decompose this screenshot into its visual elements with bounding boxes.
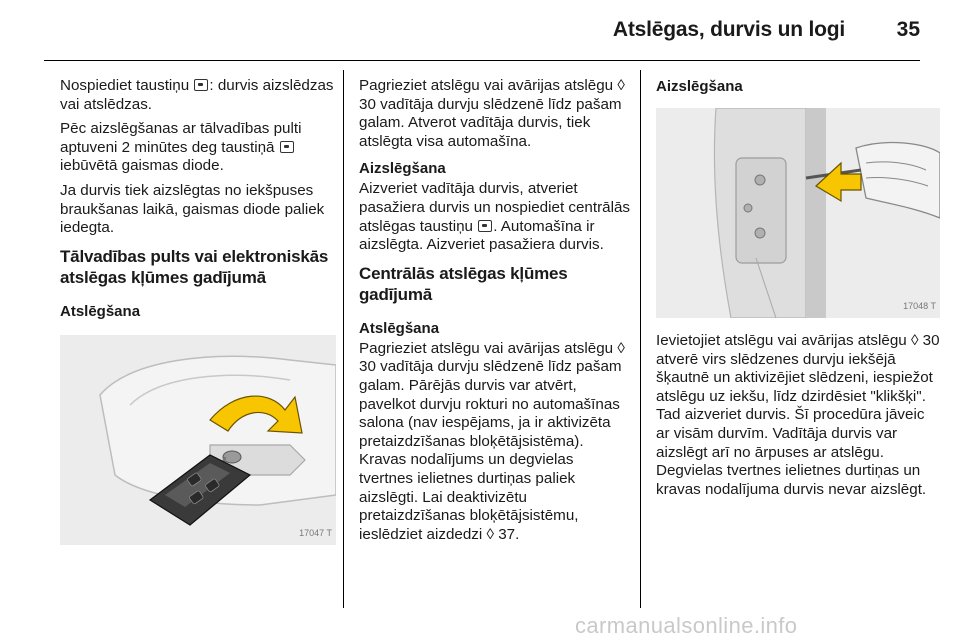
col2-paragraph-2: Aizveriet vadītāja durvis, atveriet pasažiera durvis un nospiediet centrālās atslēgas taustiņu . Automašīna ir aizslēgta. Aizveriet pasažiera durvis. bbox=[359, 180, 631, 254]
lock-key-icon bbox=[280, 141, 294, 153]
remote-key-illustration bbox=[60, 335, 336, 545]
col2-paragraph-1: Pagrieziet atslēgu vai avārijas atslēgu ◊ 30 vadītāja durvju slēdzenē līdz pašam galam. Atverot vadītāja durvis, tiek atslēgta visa automašīna. bbox=[359, 77, 625, 150]
door-lock-illustration bbox=[656, 108, 940, 318]
header-rule bbox=[44, 60, 920, 61]
lock-key-icon bbox=[194, 79, 208, 91]
col1-paragraph-3: Ja durvis tiek aizslēgtas no iekšpuses braukšanas laikā, gaismas diode paliek iedegta. bbox=[60, 181, 325, 237]
column-3 bbox=[656, 77, 940, 505]
figure-remote-key-door-lock bbox=[60, 335, 336, 545]
col2-subheading-locking: Aizslēgšana bbox=[359, 160, 446, 178]
col2-section-heading: Centrālās atslēgas kļūmes gadījumā bbox=[359, 263, 568, 304]
lock-key-icon bbox=[478, 220, 492, 232]
col1-paragraph-2: Pēc aizslēgšanas ar tālvadības pulti aptuveni 2 minūtes deg taustiņā iebūvētā gaismas diode. bbox=[60, 120, 302, 175]
col2-subheading-unlocking: Atslēgšana bbox=[359, 319, 440, 337]
page-number: 35 bbox=[896, 18, 920, 41]
column-1 bbox=[60, 77, 336, 545]
column-divider bbox=[640, 70, 641, 608]
col1-subheading-unlocking: Atslēgšana bbox=[60, 302, 141, 320]
col3-paragraph-1: Ievietojiet atslēgu vai avārijas atslēgu ◊ 30 atverē virs slēdzenes durvju iekšējā šķautnē un aktivizējiet slēdzeni, iespiežot atslēgu uz iekšu, līdz dzirdēsiet "klikšķi". Tad aizveriet durvis. Šī procedūra jāveic ar visām durvīm. Vadītāja durvis var aizslēgt arī no ārpuses ar atslēgu. Degvielas tvertnes ielietnes durtiņas un kravas nodalījuma durvis nevar aizslēgt. bbox=[656, 332, 940, 498]
col3-subheading-locking: Aizslēgšana bbox=[656, 78, 743, 95]
watermark-text: carmanualsonline.info bbox=[575, 613, 798, 638]
column-2 bbox=[359, 77, 631, 550]
page-header-title: Atslēgas, durvis un logi bbox=[612, 18, 845, 41]
figure-door-lock-key-insert bbox=[656, 108, 940, 318]
column-divider bbox=[343, 70, 344, 608]
col2-paragraph-3: Pagrieziet atslēgu vai avārijas atslēgu ◊ 30 vadītāja durvju slēdzenē līdz pašam galam. Pārējās durvis var atvērt, pavelkot durvju rokturi no automašīnas salona (nav iespējams, ja ir aktivizēta pretaizdzīšanas bloķētājsistēma). Kravas nodalījums un degvielas tvertnes ielietnes durtiņas paliek aizslēgti. Lai deaktivizētu pretaizdzīšanas bloķētājsistēmu, ieslēdziet aizdedzi ◊ 37. bbox=[359, 339, 625, 543]
col1-paragraph-1: Nospiediet taustiņu : durvis aizslēdzas vai atslēdzas. bbox=[60, 77, 334, 113]
figure-code: 17047 T bbox=[299, 528, 332, 539]
col1-section-heading: Tālvadības pults vai elektroniskās atslēgas kļūmes gadījumā bbox=[60, 246, 329, 287]
figure-code: 17048 T bbox=[903, 301, 936, 312]
